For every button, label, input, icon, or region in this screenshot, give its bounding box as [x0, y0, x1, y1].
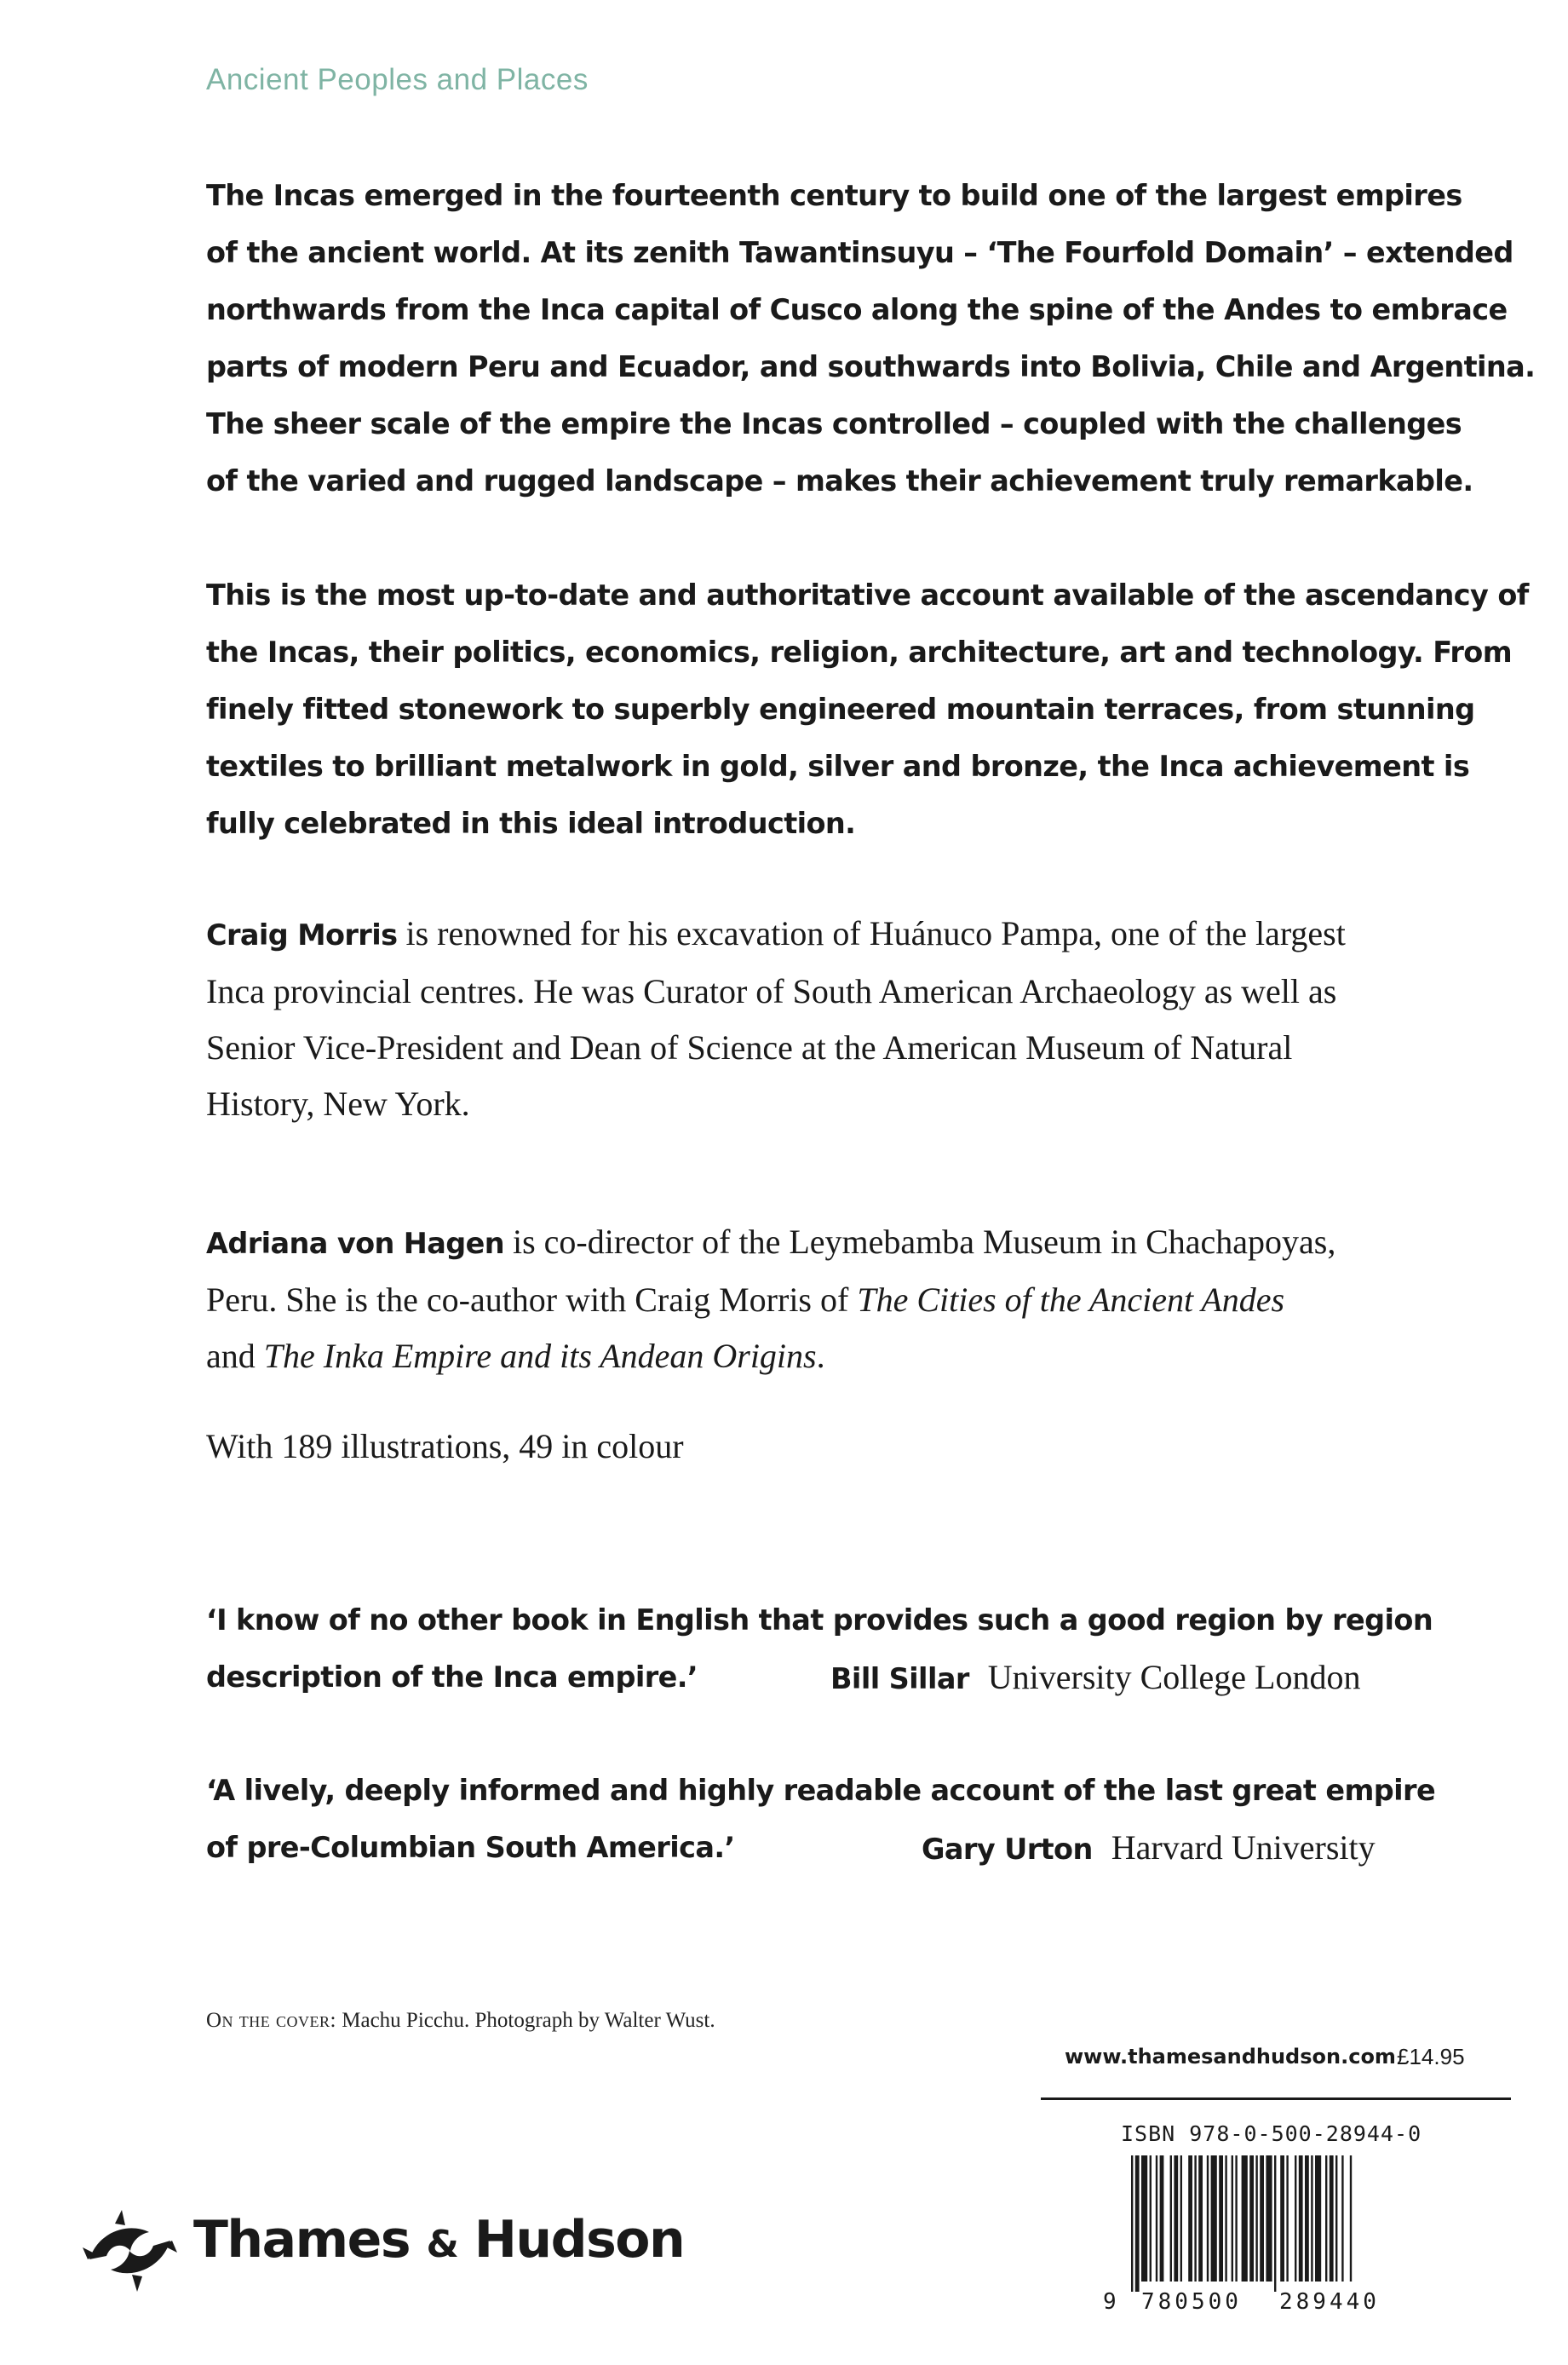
author-bio-adriana-von-hagen [206, 1214, 1501, 1384]
cover-credit-label: On the cover: [206, 2009, 336, 2032]
barcode-bar [1160, 2155, 1164, 2282]
barcode-bar [1335, 2155, 1337, 2282]
barcode-digits-right: 289440 [1279, 2289, 1380, 2313]
publisher-name-part: Hudson [457, 2210, 685, 2270]
barcode-bar [1255, 2155, 1257, 2282]
bio-text: . [816, 1337, 825, 1375]
quote-institution: Harvard University [1111, 1828, 1376, 1867]
barcode-bar [1135, 2155, 1140, 2292]
author-name: Adriana von Hagen [206, 1227, 504, 1260]
quote-author: Gary Urton [922, 1833, 1093, 1866]
blurb-line: fully celebrated in this ideal introduction. [206, 807, 856, 840]
publisher-website: www.thamesandhudson.com [1065, 2045, 1396, 2069]
barcode-bar [1350, 2155, 1352, 2282]
illustration-count [206, 1418, 1501, 1475]
quote-author: Bill Sillar [830, 1662, 969, 1695]
book-title: The Inka Empire and its Andean Origins [263, 1337, 817, 1375]
bio-line: History, New York. [206, 1085, 470, 1123]
barcode-bar [1170, 2155, 1172, 2282]
publisher-name-part: Thames [193, 2210, 427, 2270]
author-bio-craig-morris [206, 906, 1501, 1132]
bio-line: Senior Vice-President and Dean of Science at the American Museum of Natural [206, 1028, 1293, 1067]
barcode-bar [1295, 2155, 1296, 2282]
quote-attribution [830, 1649, 1360, 1707]
barcode-bar [1194, 2155, 1196, 2282]
cover-credit [206, 2009, 715, 2033]
dolphins-logo-icon [81, 2207, 179, 2296]
bio-line [206, 1328, 1501, 1384]
barcode-bar [1286, 2155, 1288, 2282]
blurb-line: parts of modern Peru and Ecuador, and southwards into Bolivia, Chile and Argentina. [206, 350, 1536, 383]
barcode-bar [1305, 2155, 1309, 2282]
series-title: Ancient Peoples and Places [206, 63, 589, 96]
barcode-bar [1325, 2155, 1327, 2282]
blurb-line: The sheer scale of the empire the Incas controlled – coupled with the challenges [206, 407, 1462, 440]
bio-line [206, 906, 1501, 964]
barcode-bar [1315, 2155, 1321, 2282]
price: £14.95 [1397, 2044, 1465, 2069]
barcode [1099, 2155, 1439, 2313]
illustration-text: With 189 illustrations, 49 in colour [206, 1427, 684, 1465]
blurb-line: northwards from the Inca capital of Cusco along the spine of the Andes to embrace [206, 293, 1508, 326]
barcode-bar [1211, 2155, 1217, 2282]
barcode-bar [1219, 2155, 1223, 2282]
barcode-bar [1330, 2155, 1334, 2282]
cover-credit-text: Machu Picchu. Photograph by Walter Wust. [336, 2009, 715, 2032]
divider-rule [1041, 2097, 1511, 2100]
bio-line [206, 1214, 1501, 1272]
review-quote-1 [206, 1591, 1433, 1706]
blurb-line: of the ancient world. At its zenith Tawantinsuyu – ‘The Fourfold Domain’ – extended [206, 236, 1513, 269]
quote-text: description of the Inca empire.’ [206, 1660, 698, 1694]
blurb-line: of the varied and rugged landscape – makes their achievement truly remarkable. [206, 464, 1473, 498]
barcode-bar [1311, 2155, 1312, 2282]
barcode-bar [1198, 2155, 1203, 2282]
book-title: The Cities of the Ancient Andes [857, 1280, 1285, 1319]
isbn: ISBN 978-0-500-28944-0 [1121, 2121, 1422, 2146]
barcode-bar [1232, 2155, 1233, 2282]
quote-institution: University College London [987, 1658, 1361, 1696]
quote-text: of pre-Columbian South America.’ [206, 1831, 735, 1864]
publisher-name [193, 2210, 684, 2270]
barcode-bar [1242, 2155, 1248, 2282]
barcode-bar [1156, 2155, 1157, 2282]
barcode-bar [1260, 2155, 1264, 2282]
bio-line: Inca provincial centres. He was Curator of South American Archaeology as well as [206, 972, 1337, 1010]
barcode-bar [1266, 2155, 1272, 2282]
blurb-line: The Incas emerged in the fourteenth century to build one of the largest empires [206, 179, 1462, 212]
barcode-digits-left: 780500 [1141, 2289, 1242, 2313]
bio-text: is co-director of the Leymebamba Museum in Chachapoyas, [504, 1223, 1336, 1261]
blurb-line: This is the most up-to-date and authoritative account available of the ascendancy of [206, 578, 1529, 612]
blurb-paragraph-2 [206, 567, 1529, 852]
barcode-bar [1207, 2155, 1209, 2282]
barcode-bar [1150, 2155, 1152, 2282]
barcode-bar [1341, 2155, 1343, 2282]
blurb-line: finely fitted stonework to superbly engineered mountain terraces, from stunning [206, 693, 1475, 726]
quote-line: ‘I know of no other book in English that provides such a good region by region [206, 1603, 1433, 1637]
blurb-line: textiles to brilliant metalwork in gold, silver and bronze, the Inca achievement is [206, 750, 1470, 783]
quote-attribution [922, 1819, 1376, 1878]
bio-text: Peru. She is the co-author with Craig Morris of [206, 1280, 858, 1319]
barcode-bar [1225, 2155, 1226, 2282]
barcode-bar [1274, 2155, 1276, 2292]
blurb-paragraph-1 [206, 167, 1536, 509]
barcode-bars [1131, 2155, 1352, 2292]
barcode-bar [1131, 2155, 1133, 2292]
barcode-bar [1235, 2155, 1237, 2282]
quote-line: ‘A lively, deeply informed and highly readable account of the last great empire [206, 1774, 1436, 1807]
barcode-bar [1188, 2155, 1192, 2282]
blurb-line: the Incas, their politics, economics, religion, architecture, art and technology. From [206, 636, 1513, 669]
barcode-bar [1280, 2155, 1284, 2282]
quote-line [206, 1819, 1399, 1876]
bio-text: and [206, 1337, 264, 1375]
publisher-ampersand: & [426, 2223, 458, 2266]
author-name: Craig Morris [206, 918, 398, 952]
barcode-bar [1141, 2155, 1147, 2282]
barcode-bar [1180, 2155, 1182, 2282]
review-quote-2 [206, 1762, 1436, 1876]
bio-line [206, 1272, 1501, 1328]
barcode-bar [1174, 2155, 1178, 2282]
barcode-bar [1299, 2155, 1303, 2282]
quote-line [206, 1649, 1399, 1706]
barcode-digit-lead: 9 [1103, 2289, 1117, 2313]
bio-text: is renowned for his excavation of Huánuco Pampa, one of the largest [397, 914, 1346, 952]
barcode-bar [1249, 2155, 1254, 2282]
